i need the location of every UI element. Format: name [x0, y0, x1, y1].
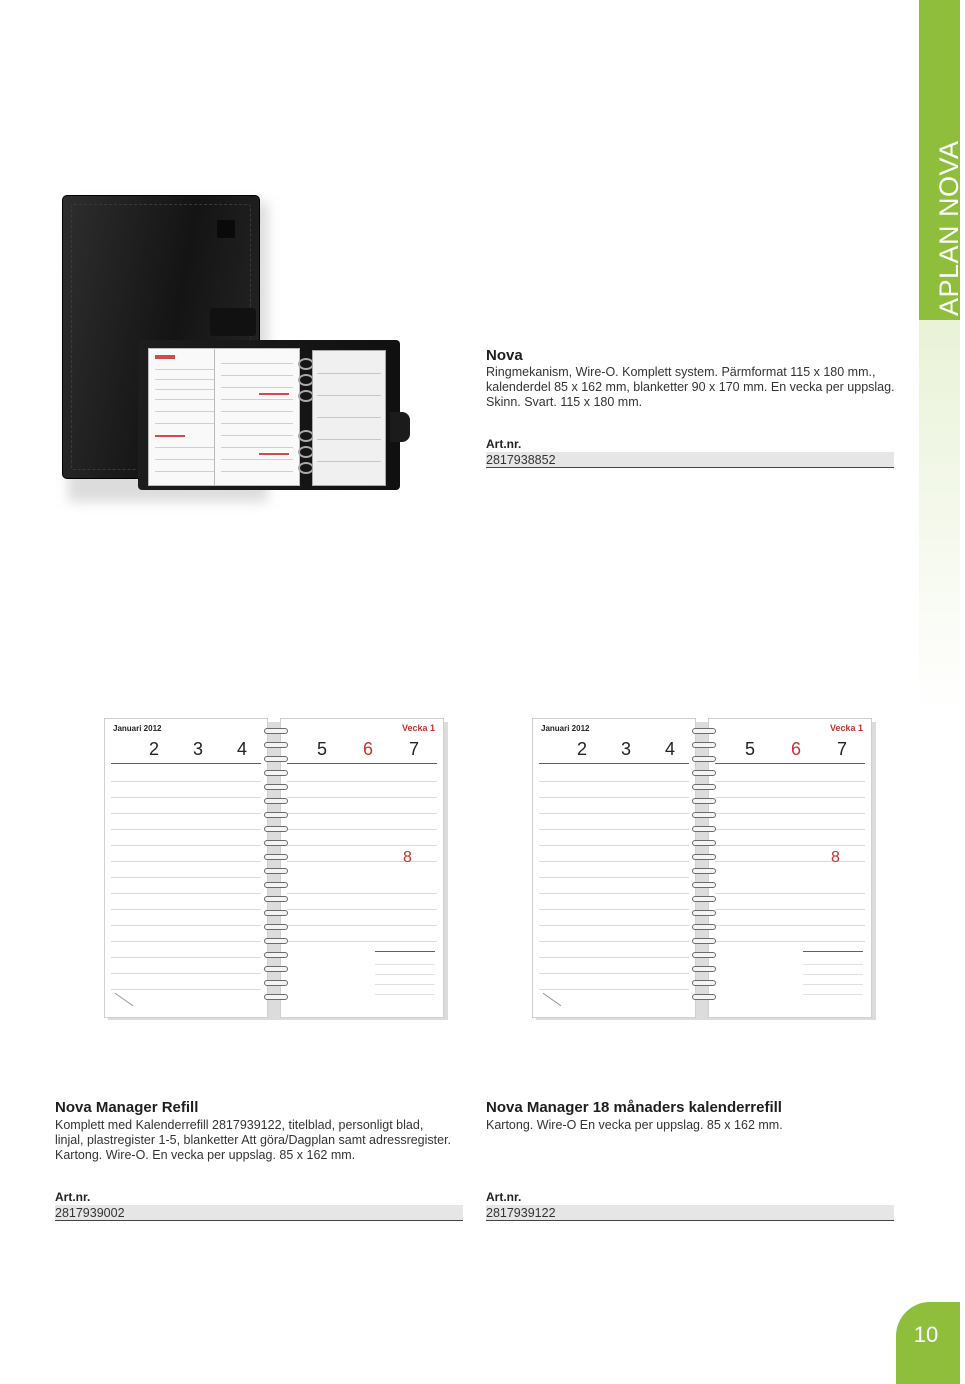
organizer-clasp [210, 308, 256, 336]
wire-o-binding [264, 718, 286, 1016]
spread-month: Januari 2012 [113, 724, 162, 733]
artnr-value: 2817939122 [486, 1206, 556, 1220]
day-number: 3 [621, 739, 632, 759]
product-description-18-month-refill: Kartong. Wire-O En vecka per uppslag. 85 x 162 mm. [486, 1118, 783, 1132]
product-title-18-month-refill: Nova Manager 18 månaders kalenderrefill [486, 1099, 782, 1116]
day-number: 2 [577, 739, 588, 759]
spread-week: Vecka 1 [829, 723, 863, 733]
artnr-label: Art.nr. [55, 1190, 91, 1204]
day-number: 7 [409, 739, 420, 759]
spread-page-left [532, 718, 696, 1018]
spread-page-right [708, 718, 872, 1018]
product-description-nova: Ringmekanism, Wire-O. Komplett system. Pärmformat 115 x 180 mm., kalenderdel 85 x 162 mm, blanketter 90 x 170 mm. En vecka per uppslag. Skinn. Svart. 115 x 180 mm. [486, 365, 895, 409]
day-number: 4 [665, 739, 676, 759]
day-number: 4 [237, 739, 248, 759]
spread-day-header [715, 739, 865, 764]
organizer-rings [298, 350, 310, 480]
side-tab-gradient [919, 320, 960, 1300]
artnr-row [486, 1205, 894, 1221]
day-number: 6 [363, 739, 374, 759]
calendar-spread-refill [104, 718, 448, 1020]
mini-calendar [803, 951, 863, 1008]
artnr-row [55, 1205, 463, 1221]
day-number: 7 [837, 739, 848, 759]
sunday-number: 8 [403, 849, 412, 866]
artnr-label: Art.nr. [486, 1190, 522, 1204]
spread-month: Januari 2012 [541, 724, 590, 733]
artnr-row [486, 452, 894, 468]
day-number: 3 [193, 739, 204, 759]
side-tab-label: APLAN NOVA [934, 140, 964, 316]
organizer-logo [217, 220, 235, 238]
calendar-spread-18-month [532, 718, 876, 1020]
artnr-value: 2817938852 [486, 453, 556, 467]
spread-day-header [539, 739, 689, 764]
product-title-manager-refill: Nova Manager Refill [55, 1099, 199, 1116]
day-number: 6 [791, 739, 802, 759]
organizer-strap [390, 412, 410, 442]
spread-day-header [287, 739, 437, 764]
artnr-value: 2817939002 [55, 1206, 125, 1220]
mini-calendar [375, 951, 435, 1008]
spread-day-header [111, 739, 261, 764]
artnr-label: Art.nr. [486, 437, 522, 451]
page-number: 10 [913, 1322, 939, 1347]
product-title-nova: Nova [486, 347, 523, 364]
wire-o-binding [692, 718, 714, 1016]
spread-week: Vecka 1 [401, 723, 435, 733]
product-description-manager-refill: Komplett med Kalenderrefill 2817939122, titelblad, personligt blad, linjal, plastregister 1-5, blanketter Att göra/Dagplan samt adressregister. Kartong. Wire-O. En vecka per uppslag. 85 x 162 mm. [55, 1118, 452, 1162]
spread-page-left [104, 718, 268, 1018]
nova-organizer-image [50, 190, 410, 490]
organizer-page-right [214, 348, 300, 486]
day-number: 5 [317, 739, 328, 759]
organizer-register [312, 350, 386, 486]
day-number: 5 [745, 739, 756, 759]
day-number: 2 [149, 739, 160, 759]
sunday-number: 8 [831, 849, 840, 866]
spread-page-right [280, 718, 444, 1018]
